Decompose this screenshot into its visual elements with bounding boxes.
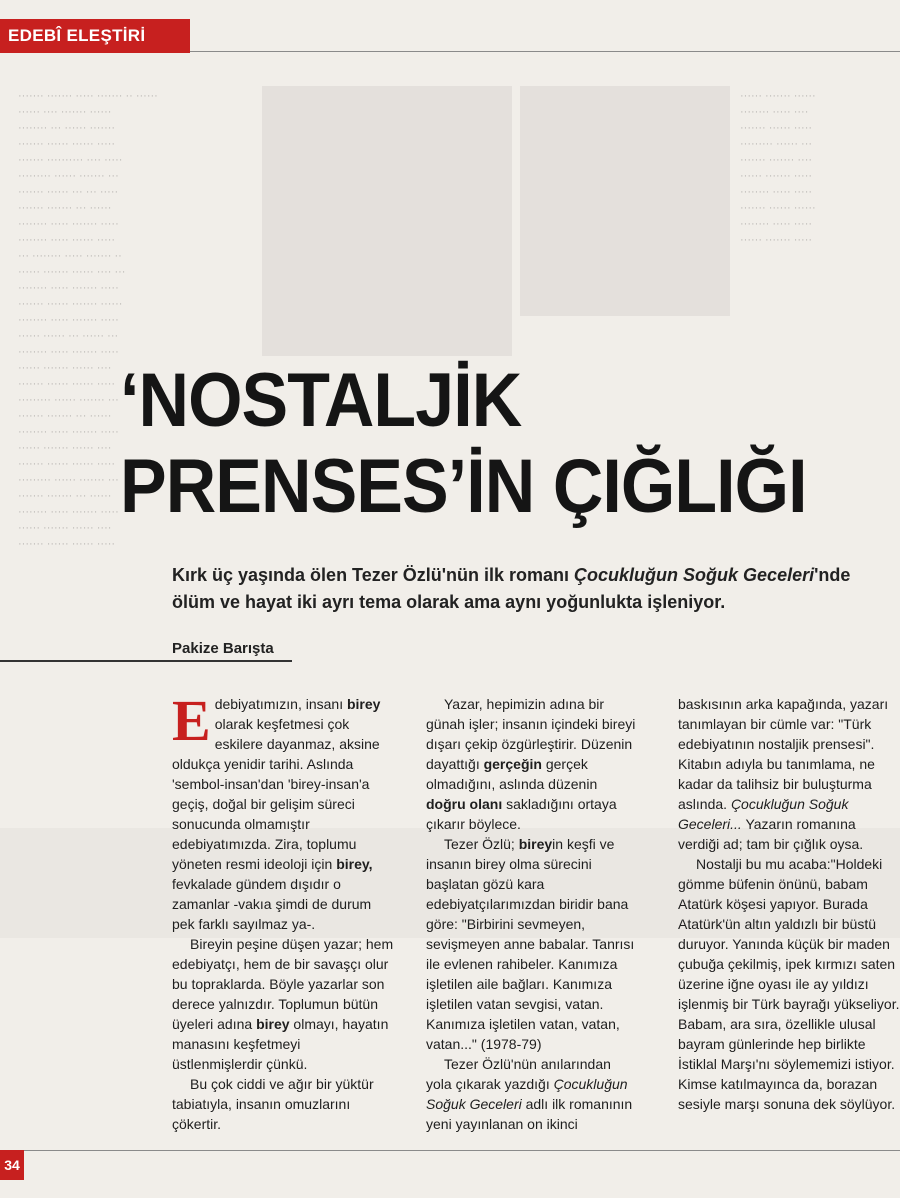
text-run: sakladığını ortaya çıkarır böylece.	[426, 796, 617, 832]
paragraph	[172, 688, 394, 934]
paragraph	[426, 1054, 638, 1134]
text-run: adlı ilk romanının yeni yayınlanan on ikinci	[426, 1096, 633, 1132]
text-run: Tezer Özlü;	[444, 836, 519, 852]
text-run: in keşfi ve insanın birey olma sürecini başlatan gözü kara edebiyatçılarımızdan biridir bana göre: "Birbirini sevmeyen, sevişmeyen anne babalar. Tanrısı ile evlenen rahibeler. Kanımıza işletilen aile bağları. Kanımıza işletilen vatan sevgisi, vatan. Kanımıza işletilen vatan, vatan, vatan..." (1978-79)	[426, 836, 635, 1052]
paragraph: Nostalji bu mu acaba:"Holdeki gömme büfenin önünü, babam Atatürk köşesi yapıyor. Burada Atatürk'ün altın yaldızlı bir büstü duruyor. Yanında küçük bir maden çubuğa çekilmiş, ipek kırmızı saten üzerine iğne oyası ile ay yıldızı işlenmiş bir Türk bayrağı yükseliyor. Babam, ara sıra, özellikle ulusal bayram günlerinde hep birlikte İstiklal Marşı'nı söylememizi istiyor. Kimse katılmayınca da, borazan sesiyle marşı sonuna dek söylüyor.	[678, 856, 900, 1112]
bleed-through-text-left: ······· ······· ····· ······· ·· ······ ······ ···· ······· ······ ········ ··· ······ ······· ······· ······ ······ ····· ······· ·········· ···· ····· ········· ······ ······· ··· ······· ······ ··· ··· ····· ······· ······· ··· ······ ········ ····· ······· ····· ········ ····· ······ ····· ··· ········ ····· ······· ·· ······ ······· ······ ···· ··· ········ ····· ······· ····· ······· ······ ······· ······ ········ ····· ······· ····· ······ ······ ··· ······ ··· ········ ····· ······· ····· ······ ······· ······ ···· ······· ······ ······ ····· ········· ······ ······· ··· ······· ······· ··· ······ ········ ····· ······· ····· ······ ······· ······ ···· ······· ······ ······ ····· ········· ······ ······· ··· ······· ······· ··· ······ ········ ····· ······· ····· ······ ······· ······ ···· ······· ······ ······ ·····	[18, 90, 158, 550]
bleed-through-photo-left	[262, 86, 512, 356]
text-run: gerçek olmadığını, aslında düzenin	[426, 756, 598, 792]
paragraph	[172, 934, 394, 1074]
text-run: Bireyin peşine düşen yazar; hem edebiyatçı, hem de bir savaşçı olur bu topraklarda. Böyle yazarlar son derece yalnızdır. Toplumun bütün üyeleri adına	[172, 936, 394, 1032]
bold-term: birey	[518, 836, 553, 852]
article-title-line-2: PRENSES’İN ÇIĞLIĞI	[120, 444, 807, 529]
paragraph: Bu çok ciddi ve ağır bir yüktür tabiatıyla, insanın omuzlarını çökertir.	[172, 1076, 374, 1132]
deck-text-after: 'nde ölüm ve hayat iki ayrı tema olarak ama aynı yoğunlukta işleniyor.	[172, 565, 851, 612]
text-run: Yazarın romanına verdiği ad; tam bir çığlık oysa.	[678, 816, 864, 852]
section-tag: EDEBÎ ELEŞTİRİ	[0, 19, 190, 53]
paragraph	[678, 694, 900, 854]
author-byline: Pakize Barışta	[172, 640, 274, 657]
bleed-through-text-right: ······ ······· ······ ········ ····· ···· ······· ······ ····· ········· ······ ··· ······· ······· ···· ······ ······· ····· ········ ····· ····· ······· ······ ······ ········ ····· ····· ······ ······· ·····	[740, 90, 816, 246]
header-rule	[190, 51, 900, 52]
text-run: baskısının arka kapağında, yazarı tanımlayan bir cümle var: "Türk edebiyatının nostaljik prensesi". Kitabın adıyla bu tanımlama, ne kadar da talihsiz bir buluşturma aslında.	[678, 696, 889, 812]
bold-term: gerçeğin	[483, 756, 542, 772]
byline-rule	[0, 660, 292, 662]
text-run: fevkalade gündem dışıdır o zamanlar -vakıa şimdi de durum pek farklı sayılmaz ya-.	[172, 876, 372, 932]
paragraph	[426, 834, 638, 1054]
text-run: Yazar, hepimizin adına bir günah işler; insanın içindeki bireyi dışarı çekip özgürleştirir. Düzenin dayattığı	[426, 696, 636, 772]
text-run: olarak keşfetmesi çok eskilere dayanmaz, aksine oldukça yenidir tarihi. Aslında 'sembol-insan'dan 'birey-insan'a geçiş, doğal bir gelişim süreci sonucunda olmamıştır edebiyatımızda. Zira, toplumu yöneten resmi ideoloji için	[172, 716, 380, 872]
paragraph	[426, 694, 638, 834]
text-run: olmayı, hayatın manasını keşfetmeyi üstlenmişlerdir çünkü.	[172, 1016, 389, 1072]
body-column-1	[172, 688, 394, 1134]
body-column-2	[426, 694, 638, 1134]
text-run: debiyatımızın, insanı	[214, 696, 347, 712]
bold-term: birey	[346, 696, 381, 712]
italic-book-title: Çocukluğun Soğuk Geceleri	[426, 1076, 628, 1112]
text-run: Tezer Özlü'nün anılarından yola çıkarak yazdığı	[426, 1056, 611, 1092]
bold-term: birey,	[336, 856, 373, 872]
deck-book-title: Çocukluğun Soğuk Geceleri	[574, 565, 815, 585]
page-number: 34	[0, 1150, 24, 1180]
footer-rule	[24, 1150, 900, 1151]
bleed-through-photo-right	[520, 86, 730, 316]
deck-text-before: Kırk üç yaşında ölen Tezer Özlü'nün ilk romanı	[172, 565, 575, 585]
italic-book-title: Çocukluğun Soğuk Geceleri...	[678, 796, 849, 832]
bold-term: doğru olanı	[426, 796, 503, 812]
article-deck	[172, 562, 892, 616]
bold-term: birey	[256, 1016, 290, 1032]
article-title	[120, 358, 838, 530]
drop-cap: E	[172, 688, 211, 753]
body-column-3	[678, 694, 900, 1114]
article-title-line-1: ‘NOSTALJİK	[120, 358, 522, 443]
